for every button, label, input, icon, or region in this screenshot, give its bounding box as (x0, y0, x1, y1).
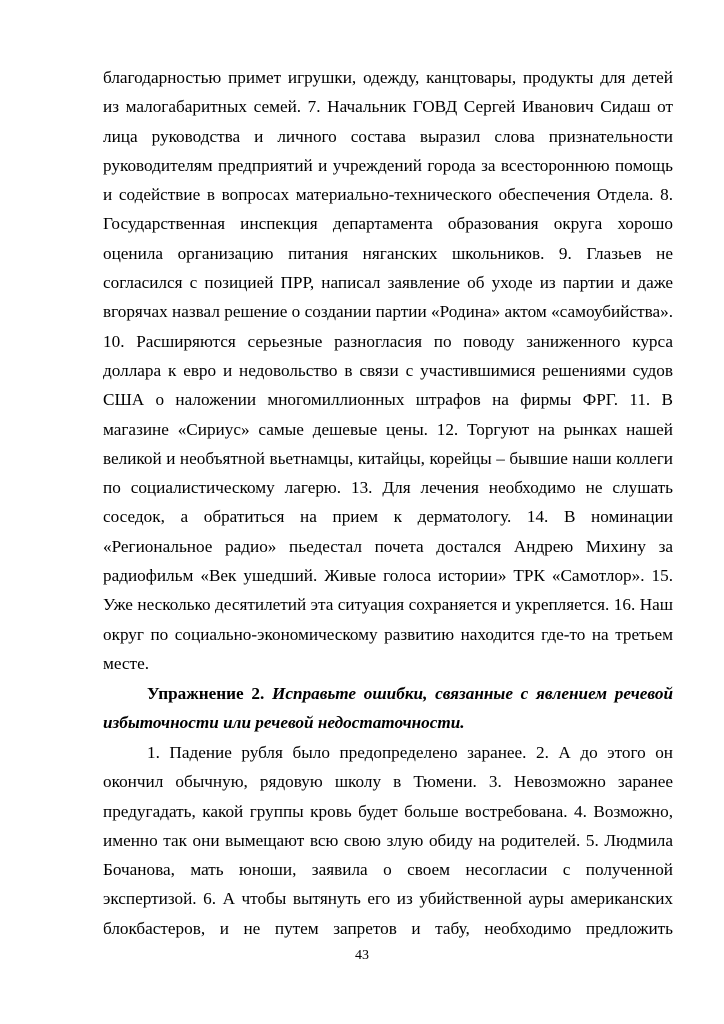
text-line: благодарностью примет игрушки, одежду, канцтовары, продукты для детей (103, 68, 673, 87)
text-line: согласился с позицией ПРР, написал заявление об уходе из партии и даже (103, 273, 673, 293)
exercise-heading-line (103, 679, 673, 708)
text-line: руководителям предприятий и учреждений города за всестороннюю помощь (103, 155, 673, 175)
text-line: и содействие в вопросах материально-технического обеспечения Отдела. 8. (103, 185, 673, 205)
text-line: Уже несколько десятилетий эта ситуация сохраняется и укрепляется. 16. Наш (103, 595, 673, 615)
text-line: блокбастеров, и не путем запретов и табу, необходимо предложить (103, 918, 673, 938)
text-line: именно так они вымещают всю свою злую обиду на родителей. 5. Людмила (103, 830, 673, 850)
exercise-heading (103, 679, 673, 738)
text-line: окончил обычную, рядовую школу в Тюмени. 3. Невозможно заранее (103, 772, 673, 792)
text-line: соседок, а обратиться на прием к дерматологу. 14. В номинации (103, 507, 673, 527)
text-line: по социалистическому лагерю. 13. Для лечения необходимо не слушать (103, 478, 673, 498)
text-line: доллара к евро и недовольство в связи с участившимися решениями судов (103, 360, 673, 380)
text-line: оценила организацию питания няганских школьников. 9. Глазьев не (103, 243, 673, 263)
text-line: из малогабаритных семей. 7. Начальник ГОВД Сергей Иванович Сидаш от (103, 97, 673, 117)
text-line: США о наложении многомиллионных штрафов на фирмы ФРГ. 11. В (103, 390, 673, 410)
text-line: Бочанова, мать юноши, заявила о своем несогласии с полученной (103, 860, 673, 880)
text-line: вгорячах назвал решение о создании партии «Родина» актом «самоубийства». (103, 302, 673, 322)
text-line: великой и необъятной вьетнамцы, китайцы, корейцы – бывшие наши коллеги (103, 448, 673, 468)
text-line: магазине «Сириус» самые дешевые цены. 12. Торгуют на рынках нашей (103, 419, 673, 439)
page-number: 43 (355, 948, 369, 963)
exercise-instruction-continued: избыточности или речевой недостаточности. (103, 713, 465, 733)
text-line: Государственная инспекция департамента образования округа хорошо (103, 214, 673, 234)
exercise-label: Упражнение 2. (147, 684, 265, 703)
paragraph-exercise-text (103, 738, 673, 943)
text-line: месте. (103, 653, 149, 673)
text-line: лица руководства и личного состава выразил слова признательности (103, 126, 673, 146)
text-line: 1. Падение рубля было предопределено заранее. 2. А до этого он (147, 743, 673, 762)
text-line: 10. Расширяются серьезные разногласия по поводу заниженного курса (103, 331, 673, 351)
paragraph-main-text (103, 63, 673, 678)
exercise-instruction: Исправьте ошибки, связанные с явлением речевой (272, 684, 674, 703)
text-line: округ по социально-экономическому развитию находится где-то на третьем (103, 624, 673, 644)
text-line: радиофильм «Век ушедший. Живые голоса истории» ТРК «Самотлор». 15. (103, 566, 673, 586)
text-line: экспертизой. 6. А чтобы вытянуть его из убийственной ауры американских (103, 889, 673, 909)
text-line: предугадать, какой группы кровь будет больше востребована. 4. Возможно, (103, 801, 673, 821)
text-line: «Региональное радио» пьедестал почета достался Андрею Михину за (103, 536, 673, 556)
